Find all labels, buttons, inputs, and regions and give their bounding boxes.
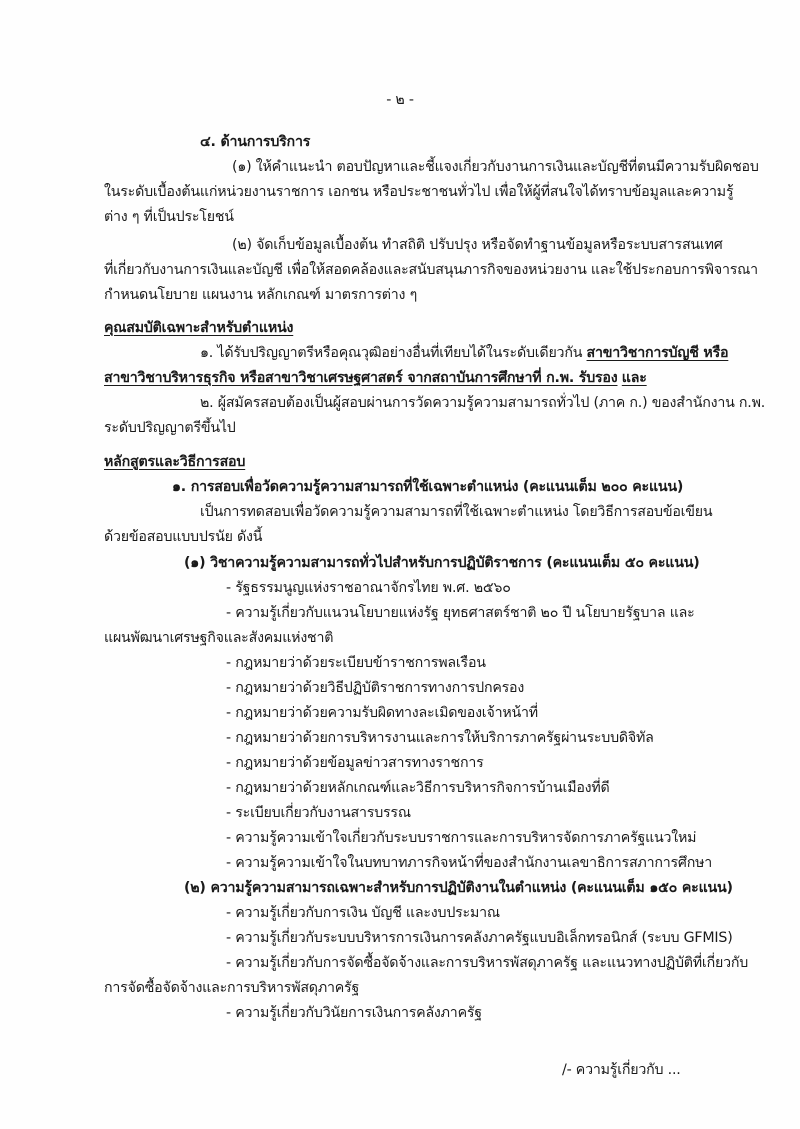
exam-1-title: ๑. การสอบเพื่อวัดความรู้ความสามารถที่ใช้เฉพาะตำแหน่ง (คะแนนเต็ม ๒๐๐ คะแนน): [172, 479, 684, 495]
qualification-1-field-emphasis: สาขาวิชาการบัญชี หรือ: [586, 345, 729, 361]
part-1-item: - กฎหมายว่าด้วยวิธีปฏิบัติราชการทางการปกครอง: [226, 680, 525, 696]
qualification-1-line-2: [104, 368, 647, 388]
part-1-item: - รัฐธรรมนูญแห่งราชอาณาจักรไทย พ.ศ. ๒๕๖๐: [226, 580, 511, 596]
part-1-item: - กฎหมายว่าด้วยความรับผิดทางละเมิดของเจ้าหน้าที่: [226, 705, 538, 721]
part-2-item: - ความรู้เกี่ยวกับระบบบริหารการเงินการคลังภาครัฐแบบอิเล็กทรอนิกส์ (ระบบ GFMIS): [226, 930, 733, 946]
qualification-1-text: ๑. ได้รับปริญญาตรีหรือคุณวุฒิอย่างอื่นที่เทียบได้ในระดับเดียวกัน: [200, 345, 583, 361]
qualifications-heading: คุณสมบัติเฉพาะสำหรับตำแหน่ง: [104, 320, 294, 336]
continuation-footer: /- ความรู้เกี่ยวกับ ...: [562, 1062, 681, 1078]
part-2-item-continuation: การจัดซื้อจัดจ้างและการบริหารพัสดุภาครัฐ: [104, 980, 360, 996]
part-1-item: - ระเบียบเกี่ยวกับงานสารบรรณ: [226, 805, 411, 821]
section-4-heading: ๔. ด้านการบริการ: [200, 134, 311, 150]
page-number: - ๒ -: [386, 92, 414, 108]
qualification-1-and: และ: [621, 370, 647, 386]
part-1-item: - กฎหมายว่าด้วยระเบียบข้าราชการพลเรือน: [226, 655, 486, 671]
part-1-title: (๑) วิชาความรู้ความสามารถทั่วไปสำหรับการปฏิบัติราชการ (คะแนนเต็ม ๕๐ คะแนน): [184, 555, 700, 571]
section-4-item-2-line-2: ที่เกี่ยวกับงานการเงินและบัญชี เพื่อให้สอดคล้องและสนับสนุนภารกิจของหน่วยงาน และใช้ประกอบการพิจารณา: [104, 262, 758, 278]
qualification-2-line-1: ๒. ผู้สมัครสอบต้องเป็นผู้สอบผ่านการวัดความรู้ความสามารถทั่วไป (ภาค ก.) ของสำนักงาน ก.พ.: [200, 395, 766, 411]
section-4-item-1-line-2: ในระดับเบื้องต้นแก่หน่วยงานราชการ เอกชน หรือประชาชนทั่วไป เพื่อให้ผู้ที่สนใจได้ทราบข้อมูลและความรู้: [104, 184, 734, 200]
part-1-item: - กฎหมายว่าด้วยการบริหารงานและการให้บริการภาครัฐผ่านระบบดิจิทัล: [226, 730, 654, 746]
exam-1-desc-line-2: ด้วยข้อสอบแบบปรนัย ดังนี้: [104, 529, 263, 545]
part-2-item: - ความรู้เกี่ยวกับการเงิน บัญชี และงบประมาณ: [226, 905, 500, 921]
section-4-item-2-line-3: กำหนดนโยบาย แผนงาน หลักเกณฑ์ มาตรการต่าง ๆ: [104, 287, 417, 303]
part-1-item: - ความรู้ความเข้าใจในบทบาทภารกิจหน้าที่ของสำนักงานเลขาธิการสภาการศึกษา: [226, 855, 713, 871]
part-1-item: - ความรู้เกี่ยวกับแนวนโยบายแห่งรัฐ ยุทธศาสตร์ชาติ ๒๐ ปี นโยบายรัฐบาล และ: [226, 605, 695, 621]
exam-1-desc-line-1: เป็นการทดสอบเพื่อวัดความรู้ความสามารถที่ใช้เฉพาะตำแหน่ง โดยวิธีการสอบข้อเขียน: [200, 504, 713, 520]
part-1-item-continuation: แผนพัฒนาเศรษฐกิจและสังคมแห่งชาติ: [104, 630, 334, 646]
part-1-item: - ความรู้ความเข้าใจเกี่ยวกับระบบราชการและการบริหารจัดการภาครัฐแนวใหม่: [226, 830, 697, 846]
section-4-item-1-line-3: ต่าง ๆ ที่เป็นประโยชน์: [104, 209, 234, 225]
part-2-title: (๒) ความรู้ความสามารถเฉพาะสำหรับการปฏิบัติงานในตำแหน่ง (คะแนนเต็ม ๑๕๐ คะแนน): [184, 880, 733, 896]
part-1-item: - กฎหมายว่าด้วยข้อมูลข่าวสารทางราชการ: [226, 755, 484, 771]
section-4-item-2-line-1: (๒) จัดเก็บข้อมูลเบื้องต้น ทำสถิติ ปรับปรุง หรือจัดทำฐานข้อมูลหรือระบบสารสนเทศ: [232, 237, 723, 253]
qualification-2-line-2: ระดับปริญญาตรีขึ้นไป: [104, 420, 236, 436]
qualification-1-line-1: [200, 343, 728, 363]
curriculum-heading: หลักสูตรและวิธีการสอบ: [104, 454, 246, 470]
part-2-item: - ความรู้เกี่ยวกับวินัยการเงินการคลังภาครัฐ: [226, 1005, 482, 1021]
qualification-1-field-emphasis-2: สาขาวิชาบริหารธุรกิจ หรือสาขาวิชาเศรษฐศาสตร์ จากสถาบันการศึกษาที่ ก.พ. รับรอง: [104, 370, 618, 386]
part-2-item: - ความรู้เกี่ยวกับการจัดซื้อจัดจ้างและการบริหารพัสดุภาครัฐ และแนวทางปฏิบัติที่เกี่ยวกับ: [226, 955, 749, 971]
section-4-item-1-line-1: (๑) ให้คำแนะนำ ตอบปัญหาและชี้แจงเกี่ยวกับงานการเงินและบัญชีที่ตนมีความรับผิดชอบ: [232, 159, 759, 175]
part-1-item: - กฎหมายว่าด้วยหลักเกณฑ์และวิธีการบริหารกิจการบ้านเมืองที่ดี: [226, 780, 610, 796]
